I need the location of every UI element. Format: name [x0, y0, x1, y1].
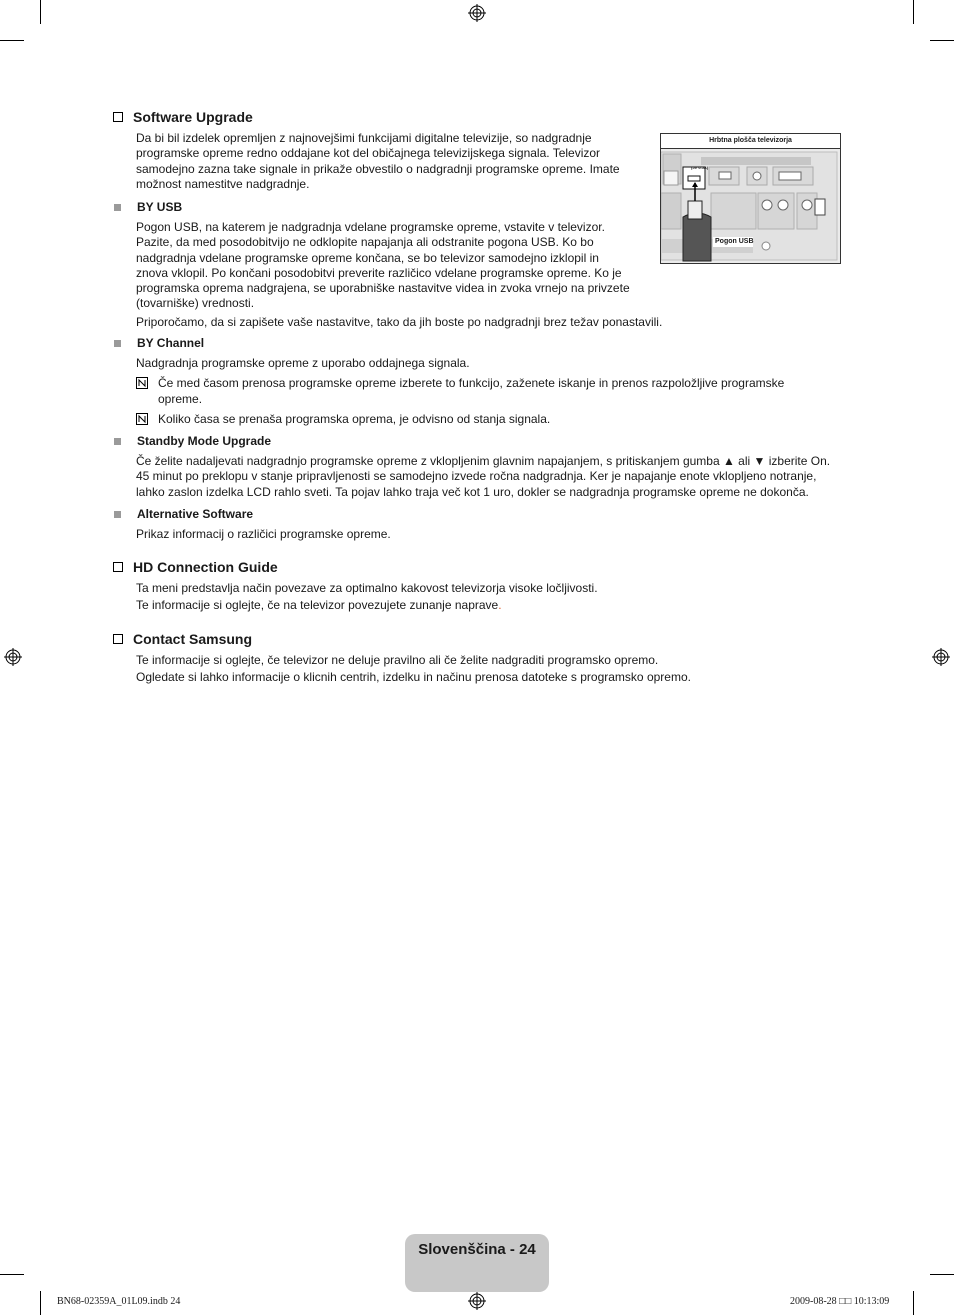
crop-mark: [930, 40, 954, 41]
page-number: Slovenščina - 24: [418, 1241, 536, 1258]
note-text: opreme.: [158, 392, 203, 406]
text-line: znova vklopil. Po končani posodobitvi preverite različico vdelane programske opreme. Ko je: [136, 265, 622, 280]
rear-panel-illustration: [661, 149, 840, 263]
section-title: Software Upgrade: [133, 109, 253, 125]
registration-mark-icon: [4, 648, 22, 666]
subheading-alternative-software: [114, 507, 253, 521]
note-item: [136, 411, 816, 427]
by-channel-text: Nadgradnja programske opreme z uporabo oddajnega signala.: [136, 356, 470, 370]
usb-drive-label: Pogon USB: [715, 238, 754, 245]
text-line: Te informacije si oglejte, če televizor ne deluje pravilno ali če želite nadgraditi programsko opremo.: [136, 653, 659, 667]
square-bullet-icon: [114, 438, 121, 445]
text-line: Ta meni predstavlja način povezave za optimalno kakovost televizorja visoke ločljivosti.: [136, 581, 598, 595]
text-line: nadgradnja vdelane programske opreme končana, se bo televizor samodejno izklopil in: [136, 250, 599, 265]
text-line: programske opreme redno oddajane kot del običajnega televizijskega signala. Televizor: [136, 146, 601, 161]
section-heading-hd-guide: [113, 559, 278, 575]
note-text: Koliko časa se prenaša programska oprema, je odvisno od stanja signala.: [158, 412, 551, 426]
registration-mark-icon: [468, 4, 486, 22]
section-title: HD Connection Guide: [133, 559, 278, 575]
square-bullet-icon: [114, 511, 121, 518]
contact-text: [136, 653, 856, 686]
section-heading-contact: [113, 631, 252, 647]
subheading-by-channel: [114, 336, 204, 350]
by-usb-text: [136, 220, 663, 330]
square-bullet-icon: [114, 340, 121, 347]
note-text: Če med časom prenosa programske opreme izberete to funkcijo, zaženete iskanje in prenos razpoložljive programske: [158, 376, 785, 390]
text-line: samodejno zazna take signale in prikaže obvestilo o nadgradnji programske opreme. Imate: [136, 161, 620, 176]
file-info: BN68-02359A_01L09.indb 24: [57, 1296, 181, 1307]
crop-mark: [930, 1274, 954, 1275]
note-icon: [136, 413, 148, 425]
registration-mark-icon: [932, 648, 950, 666]
text-line: 45 minut po preklopu v stanje pripravljenosti se samodejno izvede ročna nadgradnja. Ker je napajanje enote vklopljeno notranje,: [136, 469, 817, 484]
text-line: Če želite nadaljevati nadgradnjo programske opreme z vklopljenim glavnim napajanjem, s pritiskanjem gumba ▲ ali ▼ izberite On.: [136, 454, 831, 468]
crop-mark: [40, 1291, 41, 1315]
text-line: možnost namestitve nadgradnje.: [136, 176, 310, 191]
crop-mark: [913, 1291, 914, 1315]
note-item: [136, 375, 816, 407]
subheading-text: Alternative Software: [137, 507, 254, 521]
text-line: programska oprema nadgrajena, se uporabniške nastavitve videa in zvoka vrnejo na privzete: [136, 281, 630, 296]
software-upgrade-intro: [136, 131, 656, 192]
trailing-period: .: [498, 598, 502, 613]
section-title: Contact Samsung: [133, 631, 253, 647]
diagram-title: Hrbtna plošča televizorja: [661, 134, 840, 149]
print-timestamp: 2009-08-28 □□ 10:13:09: [790, 1296, 890, 1307]
crop-mark: [0, 1274, 24, 1275]
text-line: (tovarniške) vrednosti.: [136, 296, 255, 311]
text-line: Pogon USB, na katerem je nadgradnja vdelane programske opreme, vstavite v televizor.: [136, 220, 605, 234]
subheading-text: BY Channel: [137, 336, 205, 350]
crop-mark: [0, 40, 24, 41]
text-line: Pazite, da med posodobitvijo ne odklopite napajanja ali odstranite pogona USB. Ko bo: [136, 235, 594, 250]
registration-mark-icon: [468, 1292, 486, 1310]
subheading-standby: [114, 434, 271, 448]
subheading-by-usb: [114, 200, 182, 214]
text-line: Te informacije si oglejte, če na televizor povezujete zunanje naprave: [136, 598, 499, 613]
crop-mark: [913, 0, 914, 24]
text-line: Da bi bil izdelek opremljen z najnovejšimi funkcijami digitalne televizije, so nadgradnje: [136, 131, 592, 145]
text-line: Ogledate si lahko informacije o klicnih centrih, izdelku in načinu prenosa datoteke s programsko opremo.: [136, 670, 691, 685]
checkbox-bullet-icon: [113, 562, 123, 572]
subheading-text: BY USB: [137, 200, 183, 214]
tv-rear-panel-diagram: [660, 133, 841, 264]
text-line: lahko zaslon izdelka LCD rahlo sveti. Ta pojav lahko traja več kot 1 uro, dokler se nadgradnja programske opreme ne dokonča.: [136, 484, 809, 499]
usb-port-label: (5V 0.5A): [691, 165, 709, 170]
subheading-text: Standby Mode Upgrade: [137, 434, 272, 448]
checkbox-bullet-icon: [113, 112, 123, 122]
crop-mark: [40, 0, 41, 24]
text-line-wrap: [136, 598, 856, 613]
section-heading-software-upgrade: [113, 109, 253, 125]
note-icon: [136, 377, 148, 389]
standby-text: [136, 454, 856, 500]
hd-guide-text: [136, 581, 856, 614]
text-line: Priporočamo, da si zapišete vaše nastavitve, tako da jih boste po nadgradnji brez težav ponastavili.: [136, 314, 663, 329]
alternative-software-text: Prikaz informacij o različici programske opreme.: [136, 527, 391, 541]
square-bullet-icon: [114, 204, 121, 211]
checkbox-bullet-icon: [113, 634, 123, 644]
